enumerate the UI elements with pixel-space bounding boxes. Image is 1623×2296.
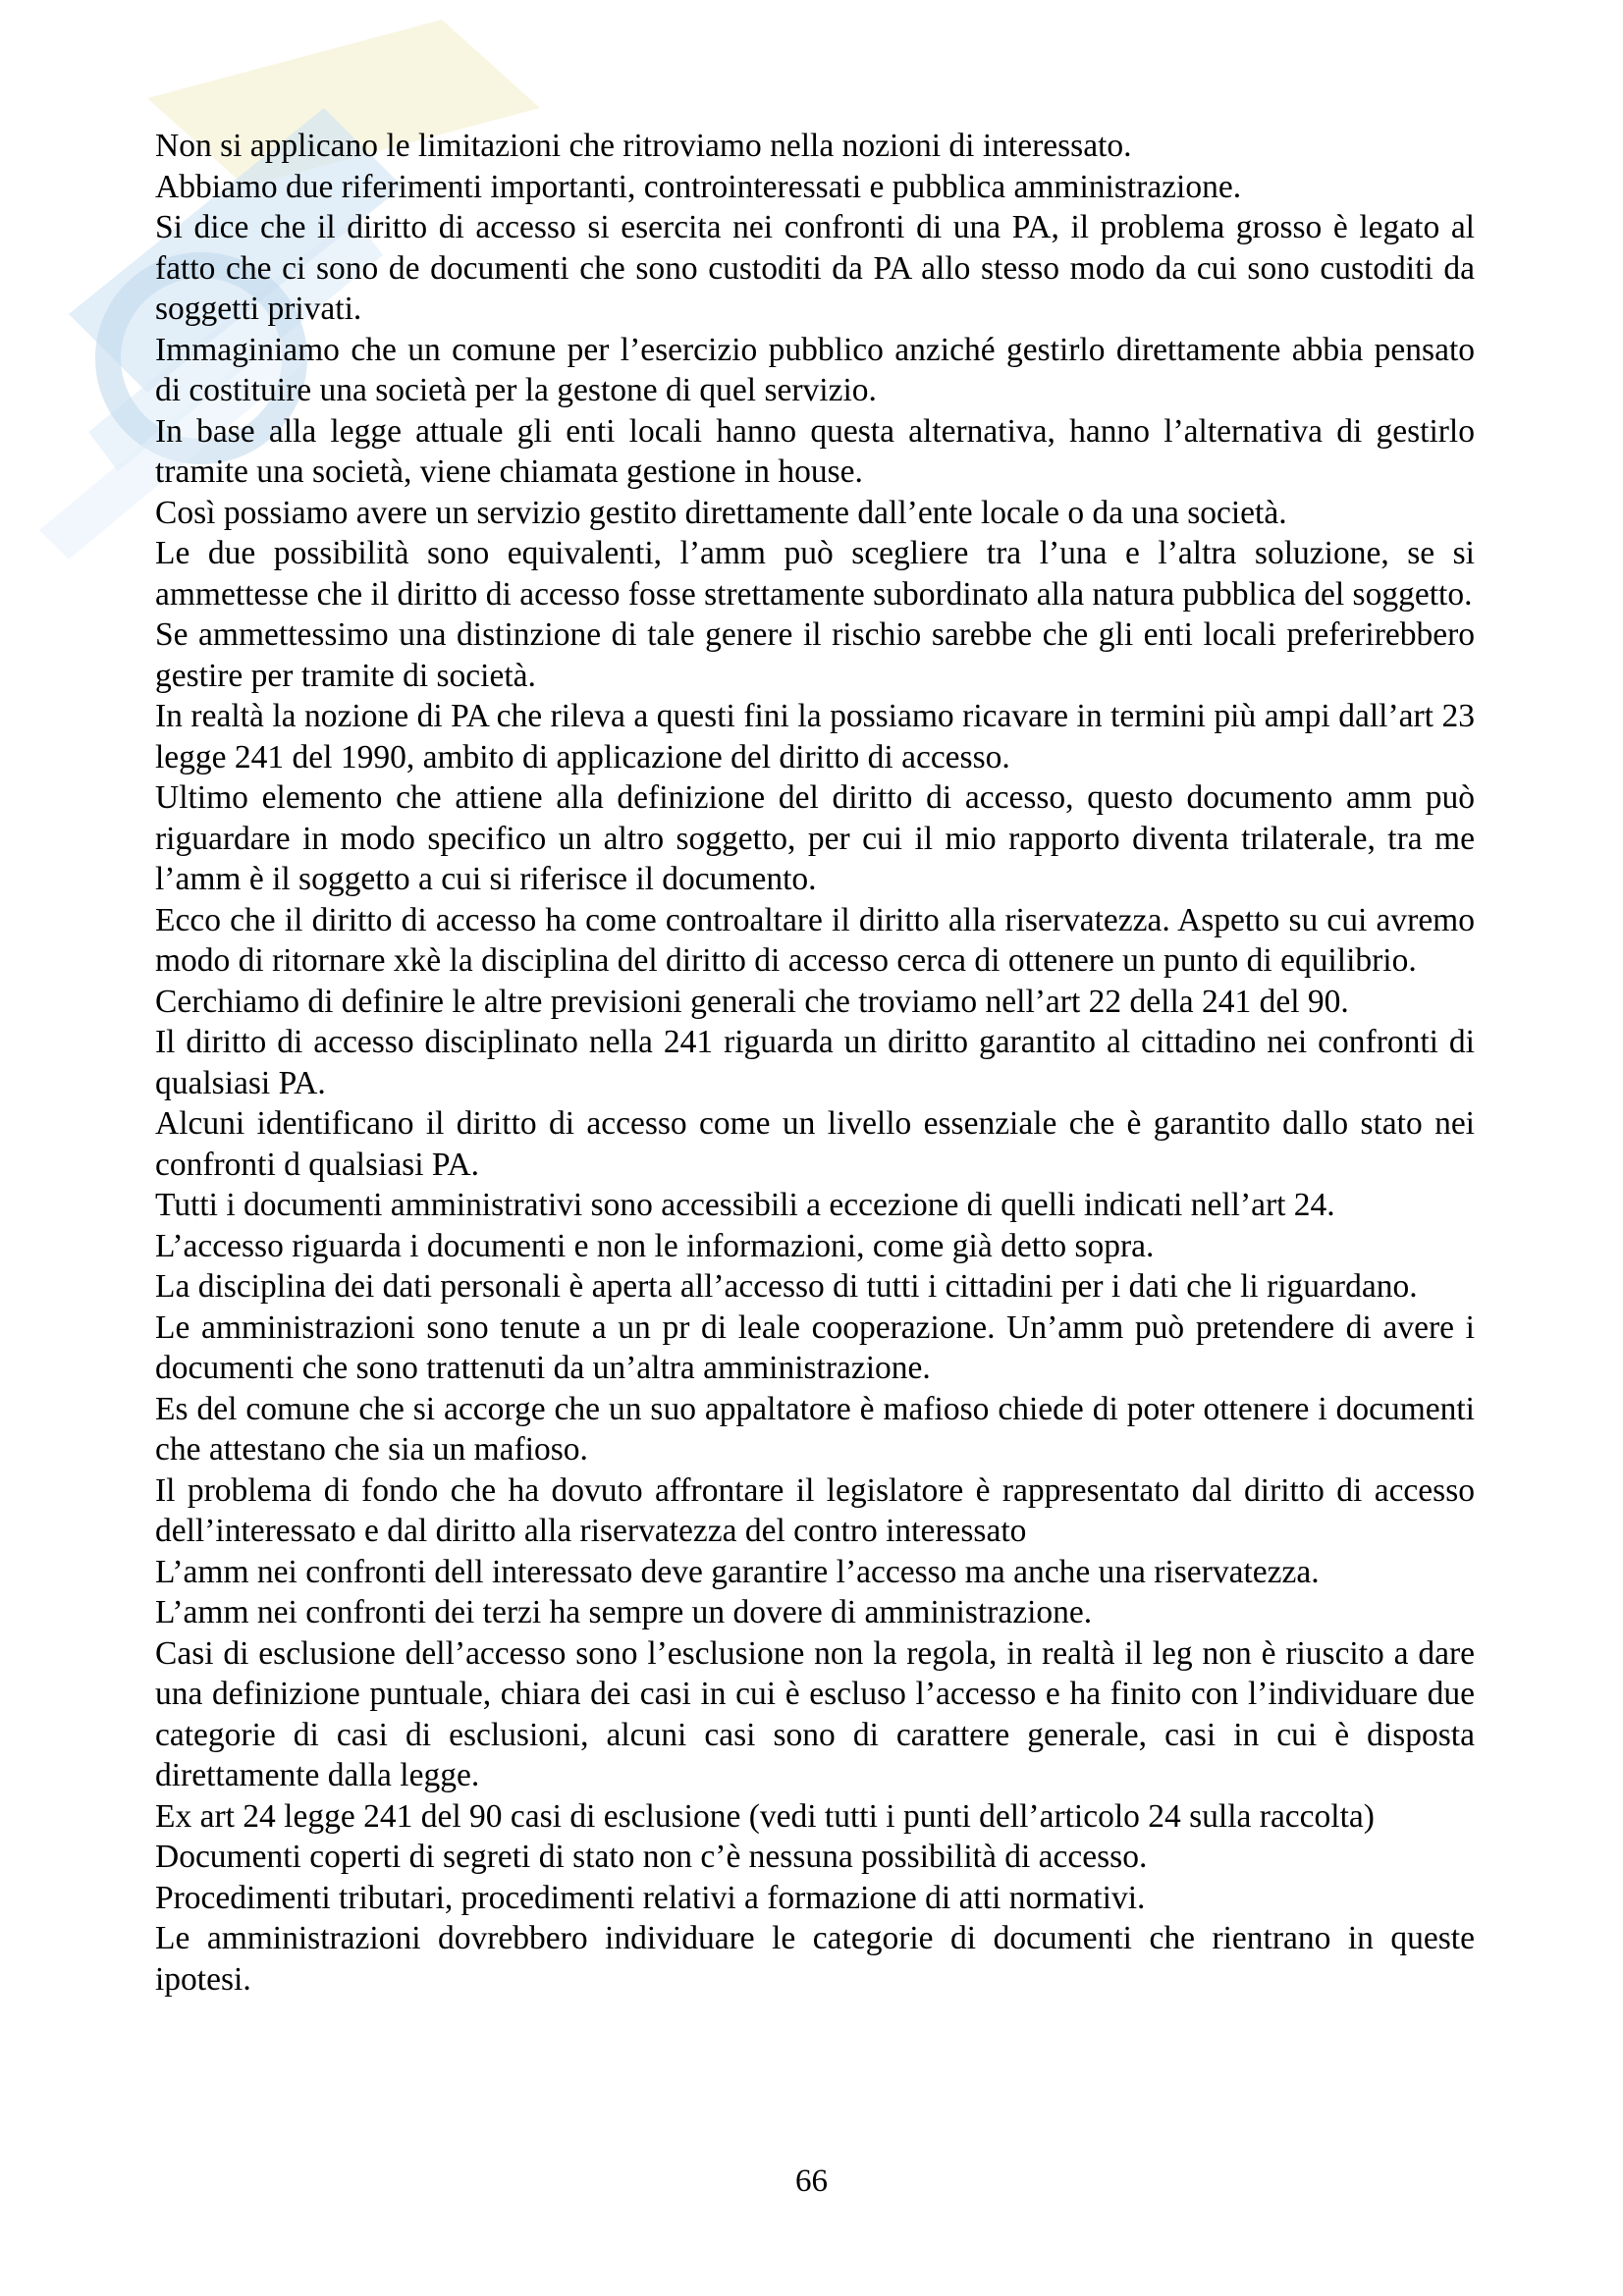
paragraph: La disciplina dei dati personali è aperta all’accesso di tutti i cittadini per i dati che li riguardano. [155, 1268, 1418, 1305]
paragraph: Si dice che il diritto di accesso si esercita nei confronti di una PA, il problema grosso è legato al fatto che ci sono de documenti che sono custoditi da PA allo stesso modo da cui sono custoditi da soggetti privati. [155, 209, 1475, 327]
paragraph: Il diritto di accesso disciplinato nella 241 riguarda un diritto garantito al cittadino nei confronti di qualsiasi PA. [155, 1024, 1475, 1101]
paragraph: Alcuni identificano il diritto di accesso come un livello essenziale che è garantito dallo stato nei confronti d qualsiasi PA. [155, 1105, 1475, 1183]
paragraph: Cerchiamo di definire le altre previsioni generali che troviamo nell’art 22 della 241 del 90. [155, 983, 1349, 1020]
paragraph: In realtà la nozione di PA che rileva a questi fini la possiamo ricavare in termini più ampi dall’art 23 legge 241 del 1990, ambito di applicazione del diritto di accesso. [155, 698, 1475, 775]
paragraph: Così possiamo avere un servizio gestito direttamente dall’ente locale o da una società. [155, 494, 1287, 531]
paragraph: Se ammettessimo una distinzione di tale genere il rischio sarebbe che gli enti locali preferirebbero gestire per tramite di società. [155, 616, 1475, 694]
paragraph: Procedimenti tributari, procedimenti relativi a formazione di atti normativi. [155, 1879, 1146, 1916]
paragraph: Immaginiamo che un comune per l’esercizio pubblico anziché gestirlo direttamente abbia pensato di costituire una società per la gestone di quel servizio. [155, 331, 1475, 408]
paragraph: Abbiamo due riferimenti importanti, controinteressati e pubblica amministrazione. [155, 168, 1242, 205]
paragraph: Il problema di fondo che ha dovuto affrontare il legislatore è rappresentato dal diritto di accesso dell’interessato e dal diritto alla riservatezza del contro interessato [155, 1471, 1475, 1549]
paragraph: Le due possibilità sono equivalenti, l’amm può scegliere tra l’una e l’altra soluzione, se si ammettesse che il diritto di accesso fosse strettamente subordinato alla natura pubblica del soggetto. [155, 535, 1475, 613]
paragraph: Es del comune che si accorge che un suo appaltatore è mafioso chiede di poter ottenere i documenti che attestano che sia un mafioso. [155, 1390, 1475, 1468]
paragraph: Tutti i documenti amministrativi sono accessibili a eccezione di quelli indicati nell’art 24. [155, 1187, 1335, 1223]
page-number: 66 [795, 2163, 828, 2199]
document-body [155, 126, 1475, 2000]
paragraph: Ecco che il diritto di accesso ha come controaltare il diritto alla riservatezza. Aspetto su cui avremo modo di ritornare xkè la disciplina del diritto di accesso cerca di ottenere un punto di equilibrio. [155, 901, 1475, 979]
paragraph: Ex art 24 legge 241 del 90 casi di esclusione (vedi tutti i punti dell’articolo 24 sulla raccolta) [155, 1797, 1375, 1835]
paragraph: Ultimo elemento che attiene alla definizione del diritto di accesso, questo documento amm può riguardare in modo specifico un altro soggetto, per cui il mio rapporto diventa trilaterale, tra me l’amm è il soggetto a cui si riferisce il documento. [155, 779, 1475, 897]
paragraph: L’amm nei confronti dei terzi ha sempre un dovere di amministrazione. [155, 1594, 1093, 1630]
paragraph: L’accesso riguarda i documenti e non le informazioni, come già detto sopra. [155, 1227, 1155, 1264]
paragraph: Documenti coperti di segreti di stato non c’è nessuna possibilità di accesso. [155, 1839, 1148, 1875]
paragraph: Le amministrazioni dovrebbero individuare le categorie di documenti che rientrano in queste ipotesi. [155, 1920, 1475, 1998]
paragraph: In base alla legge attuale gli enti locali hanno questa alternativa, hanno l’alternativa di gestirlo tramite una società, viene chiamata gestione in house. [155, 412, 1475, 490]
paragraph: L’amm nei confronti dell interessato deve garantire l’accesso ma anche una riservatezza. [155, 1553, 1320, 1590]
paragraph: Casi di esclusione dell’accesso sono l’esclusione non la regola, in realtà il leg non è riuscito a dare una definizione puntuale, chiara dei casi in cui è escluso l’accesso e ha finito con l’individuare due categorie di casi di esclusioni, alcuni casi sono di carattere generale, casi in cui è disposta direttamente dalla legge. [155, 1634, 1475, 1793]
paragraph: Le amministrazioni sono tenute a un pr di leale cooperazione. Un’amm può pretendere di avere i documenti che sono trattenuti da un’altra amministrazione. [155, 1308, 1475, 1386]
paragraph: Non si applicano le limitazioni che ritroviamo nella nozioni di interessato. [155, 128, 1132, 164]
